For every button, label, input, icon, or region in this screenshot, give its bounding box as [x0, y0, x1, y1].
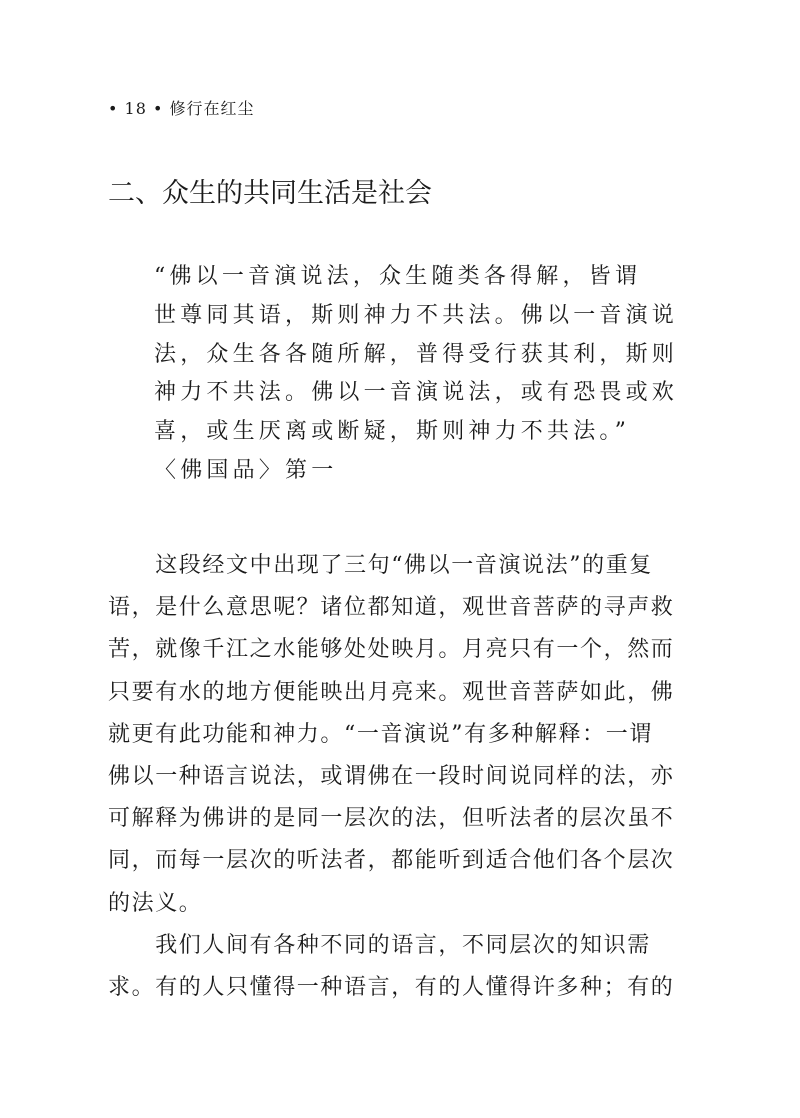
bullet-right: • [152, 99, 164, 118]
paragraph-1-line: 语，是什么意思呢？诸位都知道，观世音菩萨的寻声救 [108, 595, 675, 621]
paragraph-2-line: 求。有的人只懂得一种语言，有的人懂得许多种；有的 [108, 975, 675, 1001]
body-text [108, 545, 678, 1009]
paragraph-1-line: 只要有水的地方便能映出月亮来。观世音菩萨如此，佛 [108, 679, 675, 705]
paragraph-1-line: 佛以一种语言说法，或谓佛在一段时间说同样的法，亦 [108, 764, 675, 790]
paragraph-1-line: 苦，就像千江之水能够处处映月。月亮只有一个，然而 [108, 637, 675, 663]
running-head [108, 97, 255, 121]
paragraph-1-line: 同，而每一层次的听法者，都能听到适合他们各个层次 [108, 848, 675, 874]
page-number: 18 [124, 99, 147, 118]
scripture-quote [154, 258, 679, 491]
paragraph-2-line: 我们人间有各种不同的语言，不同层次的知识需 [108, 932, 651, 958]
paragraph-1-line: 的法义。 [108, 890, 203, 916]
paragraph-1-line: 这段经文中出现了三句“佛以一音演说法”的重复 [108, 553, 653, 578]
quote-line: 喜，或生厌离或断疑，斯则神力不共法。” [154, 419, 631, 445]
quote-line: “佛以一音演说法，众生随类各得解，皆谓 [154, 264, 642, 289]
quote-line: 神力不共法。佛以一音演说法，或有恐畏或欢 [154, 380, 679, 406]
quote-line: 世尊同其语，斯则神力不共法。佛以一音演说 [154, 302, 679, 328]
paragraph-1-line: 就更有此功能和神力。“一音演说”有多种解释：一谓 [108, 721, 653, 747]
book-title: 修行在红尘 [169, 99, 255, 118]
quote-line: 法，众生各各随所解，普得受行获其利，斯则 [154, 341, 679, 367]
paragraph-1-line: 可解释为佛讲的是同一层次的法，但听法者的层次虽不 [108, 806, 675, 832]
section-title: 二、众生的共同生活是社会 [108, 178, 432, 209]
quote-source: 〈佛国品〉第一 [154, 457, 338, 483]
bullet-left: • [108, 99, 119, 118]
